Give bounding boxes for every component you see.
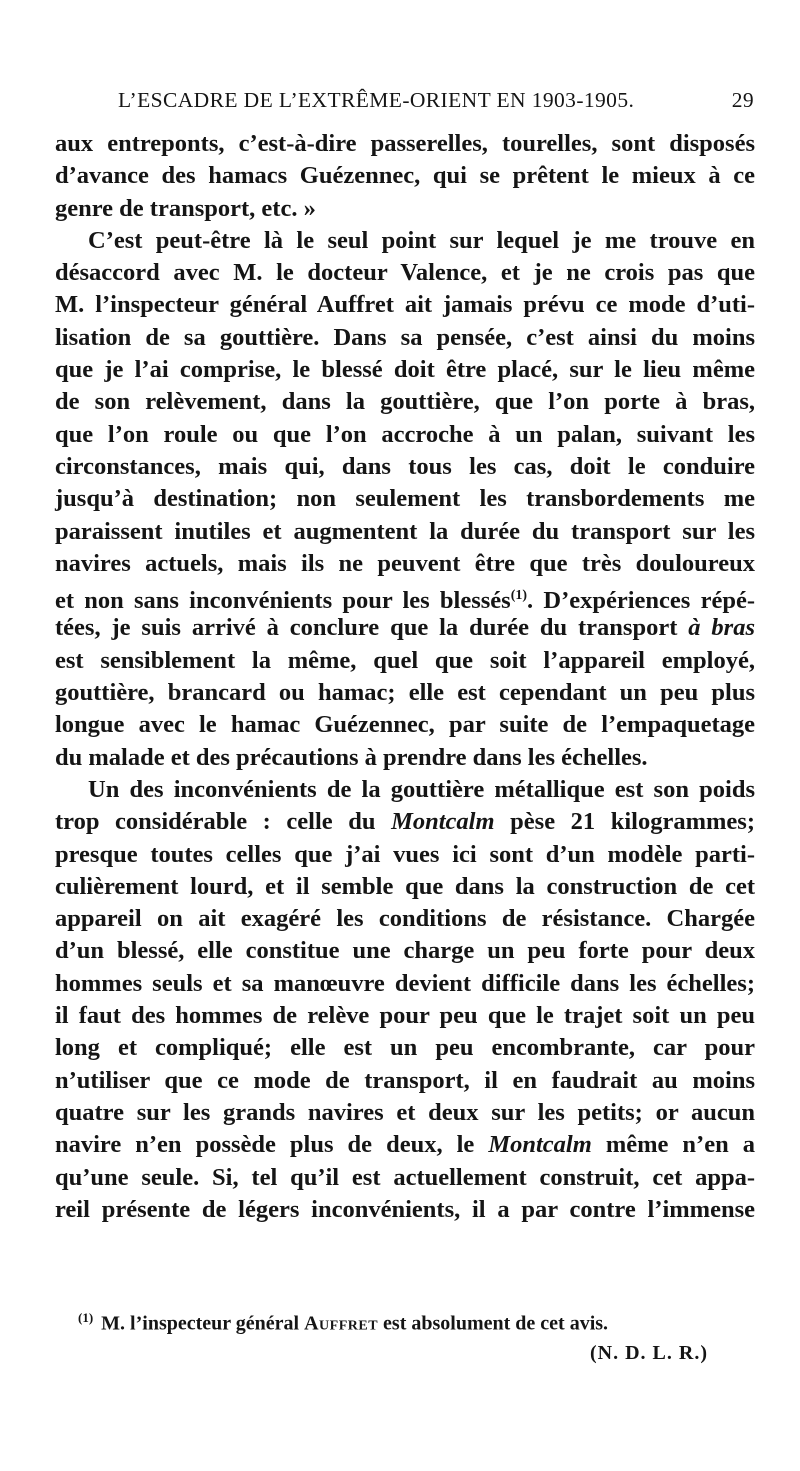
ship-name: Montcalm bbox=[391, 808, 495, 836]
footnote-name: Auffret bbox=[304, 1312, 379, 1335]
text-line: quatre sur les grands navires et deux sur les petits; or aucun bbox=[55, 1098, 755, 1126]
text-line bbox=[55, 1129, 755, 1161]
footnote bbox=[78, 1302, 758, 1340]
line-segment: tées, je suis arrivé à conclure que la durée du transport bbox=[55, 614, 678, 642]
text-line: Un des inconvénients de la gouttière métallique est son poids bbox=[88, 775, 755, 803]
text-line: lisation de sa gouttière. Dans sa pensée, c’est ainsi du moins bbox=[55, 323, 755, 351]
text-line: paraissent inutiles et augmentent la durée du transport sur les bbox=[55, 517, 755, 545]
page-header bbox=[118, 88, 758, 120]
text-line: presque toutes celles que j’ai vues ici sont d’un modèle parti- bbox=[55, 840, 755, 868]
line-segment: et non sans inconvénients pour les blessés bbox=[55, 587, 511, 615]
emphasis: à bras bbox=[688, 614, 755, 642]
footnote-text: M. l’inspecteur général bbox=[101, 1312, 300, 1335]
footnotes bbox=[78, 1302, 758, 1340]
text-line: du malade et des précautions à prendre dans les échelles. bbox=[55, 743, 648, 771]
text-line: M. l’inspecteur général Auffret ait jamais prévu ce mode d’uti- bbox=[55, 291, 755, 319]
text-line: aux entreponts, c’est-à-dire passerelles, tourelles, sont disposés bbox=[55, 130, 755, 157]
text-line: reil présente de légers inconvénients, il a par contre l’immense bbox=[55, 1195, 755, 1223]
text-line: C’est peut-être là le seul point sur lequel je me trouve en bbox=[88, 226, 755, 254]
line-segment: trop considérable : celle du bbox=[55, 808, 376, 836]
line-segment: navire n’en possède plus de deux, le bbox=[55, 1131, 475, 1159]
line-segment: . D’expériences répé- bbox=[527, 587, 755, 615]
text-line: n’utiliser que ce mode de transport, il en faudrait au moins bbox=[55, 1066, 755, 1094]
text-line bbox=[55, 806, 755, 838]
text-line: culièrement lourd, et il semble que dans la construction de cet bbox=[55, 872, 755, 900]
text-line: jusqu’à destination; non seulement les transbordements me bbox=[55, 485, 755, 513]
text-line: de son relèvement, dans la gouttière, que l’on porte à bras, bbox=[55, 388, 755, 416]
text-line: d’un blessé, elle constitue une charge un peu forte pour deux bbox=[55, 937, 755, 965]
body-text bbox=[55, 128, 755, 1226]
text-line: désaccord avec M. le docteur Valence, et je ne crois pas que bbox=[55, 259, 755, 287]
text-line: est sensiblement la même, quel que soit l’appareil employé, bbox=[55, 646, 755, 674]
text-line: appareil on ait exagéré les conditions de résistance. Chargée bbox=[55, 905, 755, 933]
text-line bbox=[55, 612, 755, 644]
text-line: navires actuels, mais ils ne peuvent être que très douloureux bbox=[55, 549, 755, 577]
text-line: qu’une seule. Si, tel qu’il est actuellement construit, cet appa- bbox=[55, 1163, 755, 1191]
editor-note-signature: (N. D. L. R.) bbox=[590, 1342, 708, 1364]
text-line: long et compliqué; elle est un peu encombrante, car pour bbox=[55, 1034, 755, 1062]
page-number: 29 bbox=[731, 88, 754, 112]
running-title: L’ESCADRE DE L’EXTRÊME-ORIENT EN 1903-1905. bbox=[118, 88, 635, 112]
footnote-reference[interactable]: (1) bbox=[510, 588, 528, 604]
line-segment: pèse 21 kilogrammes; bbox=[510, 808, 755, 836]
text-line: genre de transport, etc. » bbox=[55, 194, 316, 222]
footnote-marker: (1) bbox=[78, 1310, 94, 1325]
text-line: longue avec le hamac Guézennec, par suite de l’empaquetage bbox=[55, 711, 755, 739]
text-line: gouttière, brancard ou hamac; elle est cependant un peu plus bbox=[55, 679, 755, 707]
line-segment: même n’en a bbox=[605, 1131, 755, 1159]
text-line bbox=[55, 580, 755, 615]
text-line: il faut des hommes de relève pour peu que le trajet soit un peu bbox=[55, 1002, 755, 1030]
text-line: d’avance des hamacs Guézennec, qui se prêtent le mieux à ce bbox=[55, 162, 755, 190]
text-line: circonstances, mais qui, dans tous les cas, doit le conduire bbox=[55, 452, 755, 480]
footnote-text: est absolument de cet avis. bbox=[383, 1312, 609, 1335]
ship-name: Montcalm bbox=[488, 1131, 592, 1159]
text-line: que je l’ai comprise, le blessé doit être placé, sur le lieu même bbox=[55, 356, 755, 384]
text-line: que l’on roule ou que l’on accroche à un palan, suivant les bbox=[55, 420, 755, 448]
text-line: hommes seuls et sa manœuvre devient difficile dans les échelles; bbox=[55, 969, 755, 997]
